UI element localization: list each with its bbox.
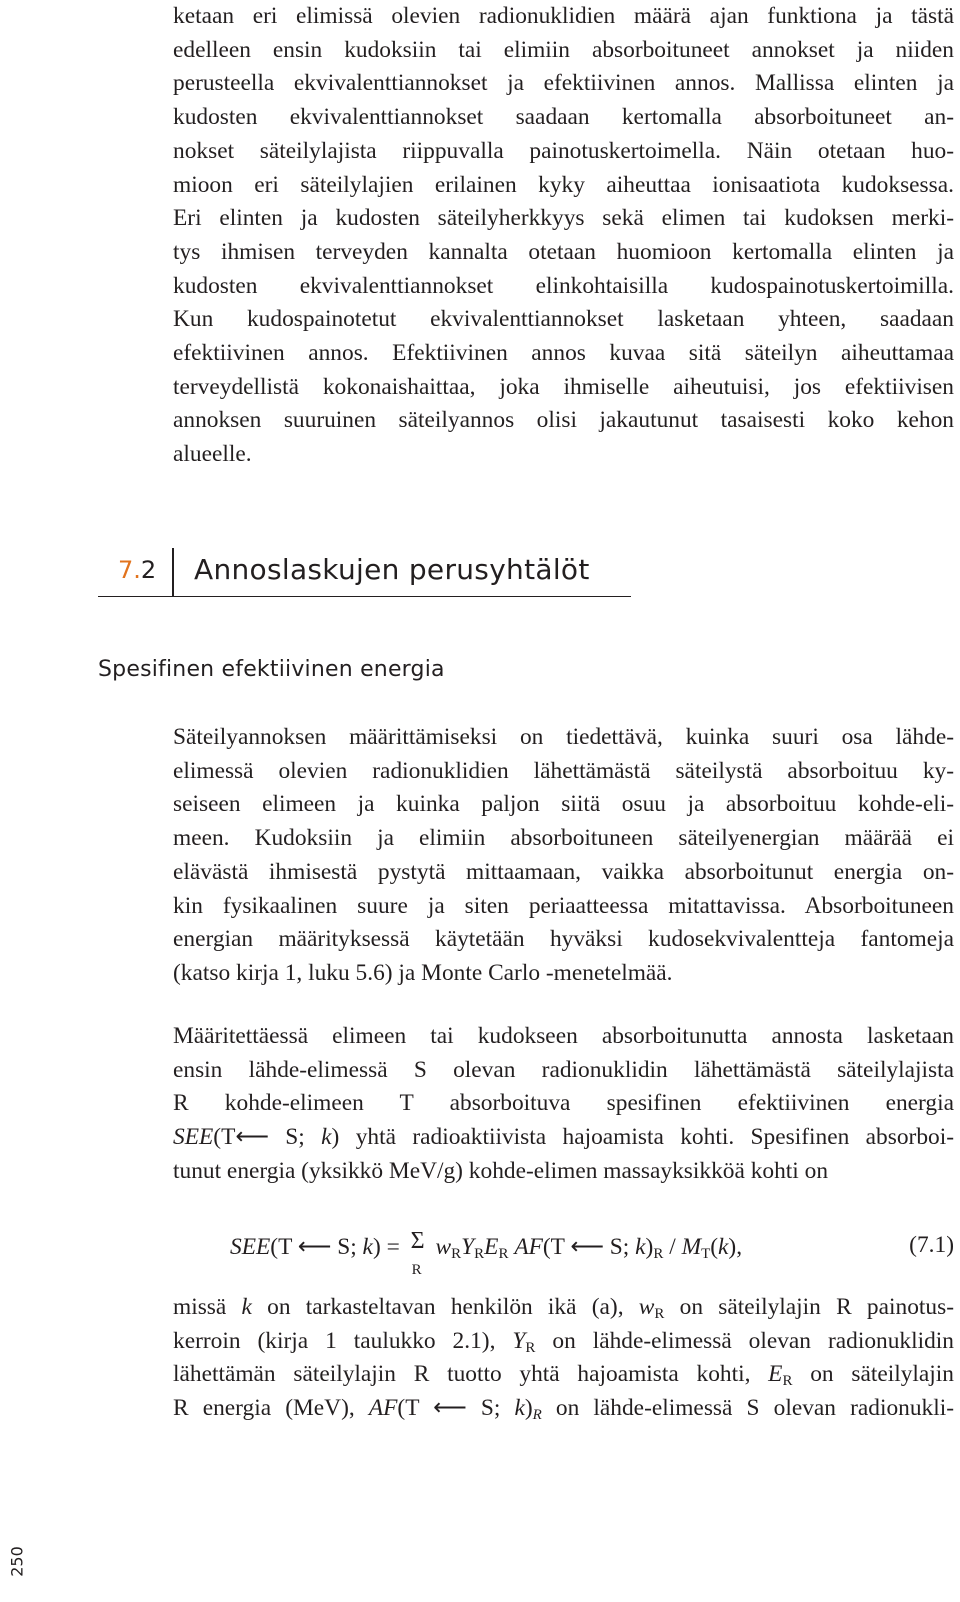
eq-m: M xyxy=(681,1234,702,1260)
eq-fragment: ) xyxy=(645,1234,654,1260)
eq-fragment: S; xyxy=(603,1234,636,1260)
subscript: R xyxy=(782,1373,793,1390)
text-line: ensin lähde-elimessä S olevan radionuklidin lähettämästä säteilylajista xyxy=(173,1056,954,1083)
text-fragment: (T xyxy=(397,1395,434,1422)
text-fragment: ) xyxy=(524,1395,533,1422)
section-heading xyxy=(98,548,631,597)
text-fragment: missä xyxy=(173,1294,242,1320)
sigma-symbol xyxy=(406,1228,430,1278)
e-symbol: E xyxy=(768,1361,783,1388)
text-fragment: on tarkasteltavan henkilön ikä (a), xyxy=(251,1294,639,1320)
k-symbol: k xyxy=(514,1395,525,1422)
text-fragment: (T xyxy=(213,1124,236,1151)
text-fragment: on lähde-elimessä olevan radionuklidin xyxy=(535,1327,954,1354)
text-fragment: R energia (MeV), xyxy=(173,1395,369,1422)
text-line: Määritettäessä elimeen tai kudokseen absorboitunutta annosta lasketaan xyxy=(173,1023,954,1049)
section-number-minor: 2 xyxy=(140,556,157,584)
text-line: kudosten ekvivalenttiannokset saadaan kertomalla absorboituneet an- xyxy=(173,104,954,131)
sigma-glyph: Σ xyxy=(410,1228,425,1254)
eq-fragment: ) = xyxy=(372,1234,406,1260)
y-symbol: Y xyxy=(512,1327,526,1354)
text-line: meen. Kudoksiin ja elimiin absorboituneen säteilyenergian määrää ei xyxy=(173,825,954,852)
section-number-major: 7. xyxy=(118,556,141,584)
text-fragment: S; xyxy=(268,1124,322,1151)
arrow-symbol: ⟵ xyxy=(235,1124,269,1151)
eq-fragment: ), xyxy=(728,1234,743,1260)
page-number: 250 xyxy=(7,1546,27,1577)
text-line: (katso kirja 1, luku 5.6) ja Monte Carlo -menetelmää. xyxy=(173,959,673,986)
subscript: R xyxy=(525,1339,536,1356)
text-line: elimessä olevien radionuklidien lähettämästä säteilystä absorboituu ky- xyxy=(173,757,954,784)
paragraph-4 xyxy=(173,1291,954,1426)
eq-sub: R xyxy=(474,1246,485,1262)
eq-e: E xyxy=(484,1234,499,1260)
text-line: Eri elinten ja kudosten säteilyherkkyys sekä elimen tai kudoksen merki- xyxy=(173,205,954,232)
eq-af: AF xyxy=(514,1234,543,1260)
subscript xyxy=(533,1407,542,1423)
eq-sub: R xyxy=(451,1246,462,1262)
text-line: edelleen ensin kudoksiin tai elimiin absorboituneet annokset ja niiden xyxy=(173,36,954,63)
eq-see: SEE xyxy=(230,1234,271,1260)
eq-k: k xyxy=(362,1234,373,1260)
text-line: elävästä ihmisestä pystytä mittaamaan, vaikka absorboitunut energia on- xyxy=(173,858,954,885)
text-fragment: kerroin (kirja 1 taulukko 2.1), xyxy=(173,1327,513,1354)
w-symbol: w xyxy=(638,1294,655,1320)
k-symbol: k xyxy=(321,1124,332,1151)
arrow-symbol: ⟵ xyxy=(297,1234,332,1260)
subscript-r: R xyxy=(532,1407,542,1424)
text-line: kin fysikaalinen suure ja siten periaatteessa mitattavissa. Absorboituneen xyxy=(173,892,954,919)
text-line: tunut energia (yksikkö MeV/g) kohde-elimen massayksikköä kohti on xyxy=(173,1157,829,1184)
section-title: Annoslaskujen perusyhtälöt xyxy=(194,553,590,586)
text-line: perusteella ekvivalenttiannokset ja efektiivinen annos. Mallissa elinten ja xyxy=(173,70,954,97)
text-line xyxy=(173,1358,954,1392)
text-line: ketaan eri elimissä olevien radionuklidien määrä ajan funktiona ja tästä xyxy=(173,3,954,29)
paragraph-2 xyxy=(173,721,954,991)
eq-sub: R xyxy=(653,1246,664,1262)
text-line: tys ihmisen terveyden kannalta otetaan huomioon kertomalla elinten ja xyxy=(173,238,954,265)
eq-fragment: (T xyxy=(270,1234,298,1260)
text-fragment: S; xyxy=(466,1395,515,1422)
text-line: R kohde-elimeen T absorboituva spesifinen efektiivinen energia xyxy=(173,1090,954,1117)
equation-number: (7.1) xyxy=(909,1232,954,1258)
paragraph-3 xyxy=(173,1020,954,1189)
text-line: Säteilyannoksen määrittämiseksi on tiedettävä, kuinka suuri osa lähde- xyxy=(173,724,954,750)
text-line: Kun kudospainotetut ekvivalenttiannokset lasketaan yhteen, saadaan xyxy=(173,306,954,333)
text-line: alueelle. xyxy=(173,441,252,468)
eq-fragment: ( xyxy=(710,1234,719,1260)
text-line: mioon eri säteilylajien erilainen kyky aiheuttaa ionisaatiota kudoksessa. xyxy=(173,171,954,198)
text-fragment: lähettämän säteilylajin R tuotto yhtä hajoamista kohti, xyxy=(173,1361,769,1388)
equation-7-1 xyxy=(230,1226,954,1286)
eq-fragment: S; xyxy=(331,1234,363,1260)
eq-w: w xyxy=(435,1234,452,1260)
see-symbol: SEE xyxy=(173,1124,214,1151)
text-fragment: on lähde-elimessä S olevan radionukli- xyxy=(541,1395,955,1422)
text-line xyxy=(173,1392,954,1426)
af-symbol: AF xyxy=(368,1395,398,1422)
section-number xyxy=(118,556,156,584)
sigma-subscript: R xyxy=(411,1262,422,1278)
text-line: terveydellistä kokonaishaittaa, joka ihmiselle aiheutuisi, jos efektiivisen xyxy=(173,373,954,400)
subheading: Spesifinen efektiivinen energia xyxy=(98,657,445,682)
text-line: energian määrityksessä käytetään hyväksi kudosekvivalentteja fantomeja xyxy=(173,926,954,953)
text-line: kudosten ekvivalenttiannokset elinkohtaisilla kudospainotuskertoimilla. xyxy=(173,272,954,299)
arrow-symbol: ⟵ xyxy=(570,1234,604,1260)
text-fragment: ) yhtä radioaktiivista hajoamista kohti. Spesifinen absorboi- xyxy=(331,1124,954,1151)
intro-paragraph xyxy=(173,0,954,472)
subscript: R xyxy=(654,1306,665,1322)
eq-sub: R xyxy=(498,1246,509,1262)
arrow-symbol: ⟵ xyxy=(433,1395,467,1422)
text-line: nokset säteilylajista riippuvalla painotuskertoimella. Näin otetaan huo- xyxy=(173,137,954,164)
text-fragment: on säteilylajin R painotus- xyxy=(664,1294,954,1320)
equation-body xyxy=(230,1228,743,1278)
text-line: annoksen suuruinen säteilyannos olisi jakautunut tasaisesti koko kehon xyxy=(173,407,954,434)
text-line xyxy=(173,1121,954,1155)
text-line: seiseen elimeen ja kuinka paljon siitä osuu ja absorboituu kohde-eli- xyxy=(173,791,954,818)
eq-sub: T xyxy=(701,1246,711,1262)
eq-fragment: (T xyxy=(542,1234,571,1260)
section-divider xyxy=(172,548,174,596)
eq-k: k xyxy=(718,1234,729,1260)
text-fragment: on säteilylajin xyxy=(792,1361,954,1388)
text-line xyxy=(173,1291,954,1325)
eq-y: Y xyxy=(461,1234,475,1260)
eq-fragment: / xyxy=(663,1234,682,1260)
eq-k: k xyxy=(635,1234,646,1260)
k-symbol: k xyxy=(241,1294,252,1320)
text-line: efektiivinen annos. Efektiivinen annos kuvaa sitä säteilyn aiheuttamaa xyxy=(173,340,954,367)
text-line xyxy=(173,1325,954,1359)
